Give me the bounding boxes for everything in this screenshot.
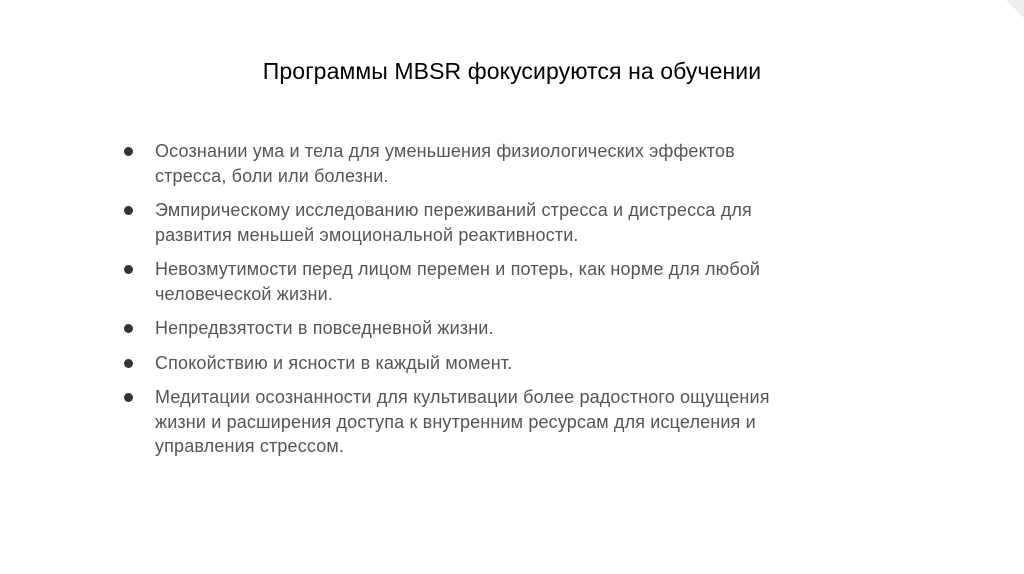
- bullet-item: [120, 316, 920, 341]
- bullet-item: [120, 139, 920, 188]
- bullet-dot-icon: [124, 324, 133, 333]
- bullet-line: Непредвзятости в повседневной жизни.: [155, 318, 494, 338]
- slide-title: Программы MBSR фокусируются на обучении: [262, 58, 762, 84]
- bullet-line: человеческой жизни.: [155, 283, 334, 304]
- bullet-dot-icon: [124, 359, 133, 368]
- bullet-line: Медитации осознанности для культивации более радостного ощущения: [155, 387, 770, 407]
- bullet-line: управления стрессом.: [155, 436, 345, 456]
- bullet-dot-icon: [124, 265, 133, 274]
- bullet-list: [120, 139, 920, 469]
- bullet-item: [120, 351, 920, 376]
- bullet-line: стресса, боли или болезни.: [155, 165, 389, 186]
- bullet-dot-icon: [124, 206, 133, 215]
- bullet-dot-icon: [124, 393, 133, 402]
- bullet-item: [120, 385, 920, 459]
- bullet-line: жизни и расширения доступа к внутренним ресурсам для исцеления и: [155, 411, 756, 432]
- corner-decoration: [1006, 0, 1024, 18]
- bullet-item: [120, 198, 920, 247]
- bullet-line: Осознании ума и тела для уменьшения физиологических эффектов: [155, 141, 735, 161]
- bullet-line: развития меньшей эмоциональной реактивности.: [155, 224, 579, 245]
- bullet-dot-icon: [124, 147, 133, 156]
- bullet-item: [120, 257, 920, 306]
- bullet-line: Невозмутимости перед лицом перемен и потерь, как норме для любой: [155, 259, 761, 279]
- bullet-line: Эмпирическому исследованию переживаний стресса и дистресса для: [155, 200, 752, 220]
- bullet-line: Спокойствию и ясности в каждый момент.: [155, 352, 513, 373]
